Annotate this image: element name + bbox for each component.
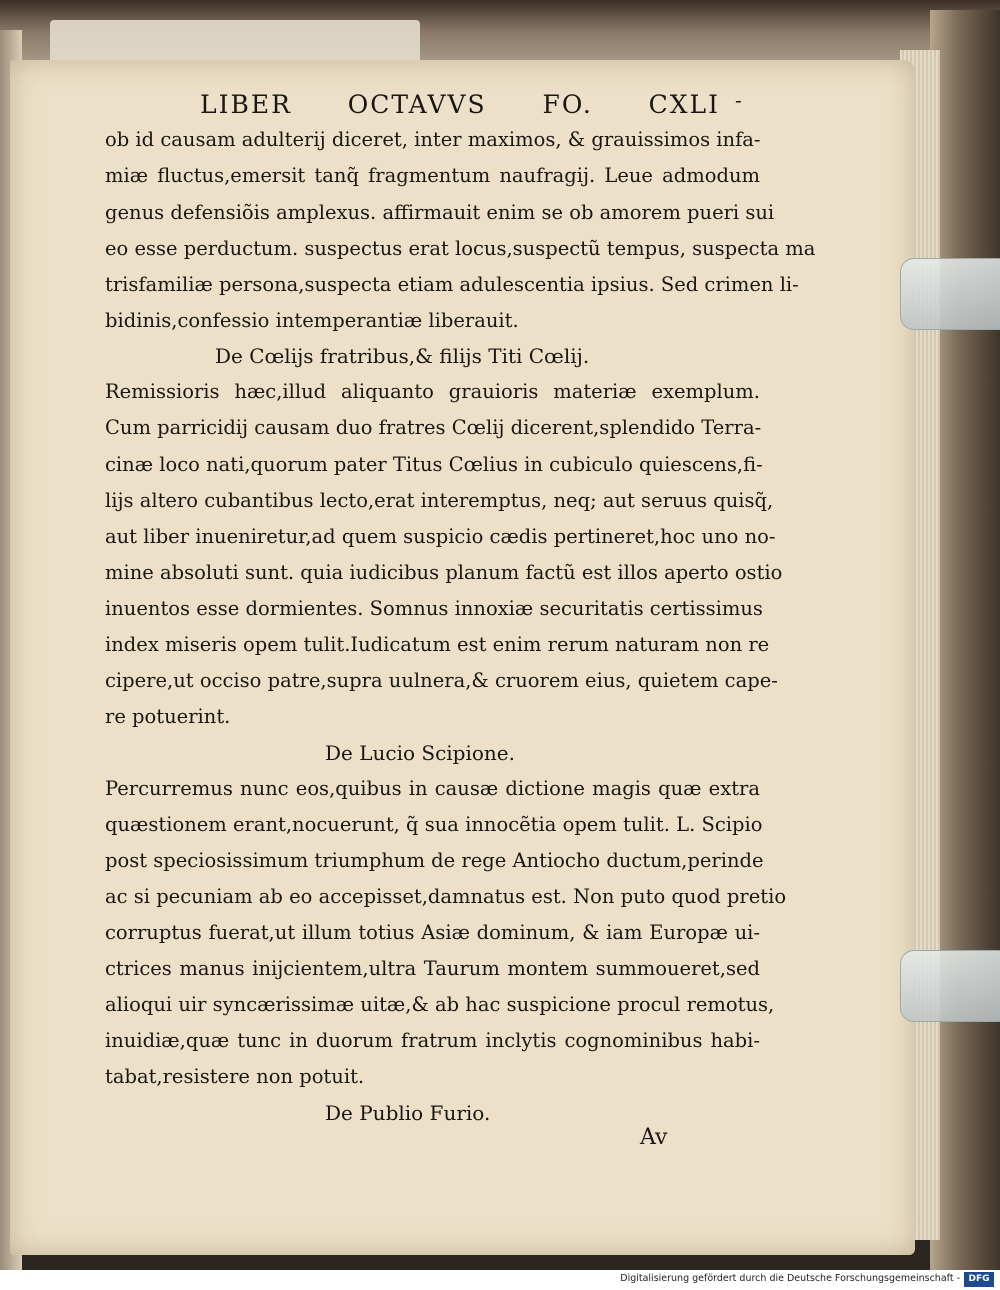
text-line: alioqui uir syncærissimæ uitæ,& ab hac suspicione procul remotus, — [105, 993, 775, 1016]
funding-credit: Digitalisierung gefördert durch die Deutsche Forschungsgemeinschaft - — [620, 1273, 960, 1284]
section-heading: De Cœlijs fratribus,& filijs Titi Cœlij. — [215, 344, 590, 368]
header-folio-number: CXLI — [648, 90, 720, 119]
text-line: ctrices manus inijcientem,ultra Taurum montem summoueret,sed — [105, 957, 760, 980]
section-heading: De Publio Furio. — [325, 1101, 491, 1125]
text-line: eo esse perductum. suspectus erat locus,suspectũ tempus, suspecta ma — [105, 237, 816, 260]
page-text — [10, 60, 915, 1255]
text-line: cipere,ut occiso patre,supra uulnera,& cruorem eius, quietem cape- — [105, 669, 778, 692]
text-line: aut liber inueniretur,ad quem suspicio cædis pertineret,hoc uno no- — [105, 525, 776, 548]
text-line: inuentos esse dormientes. Somnus innoxiæ securitatis certissimus — [105, 597, 763, 620]
header-title-mid: OCTAVVS — [347, 90, 487, 119]
book-cover-right — [930, 10, 1000, 1270]
header-title-left: LIBER — [200, 90, 292, 119]
text-line: Remissioris hæc,illud aliquanto grauioris materiæ exemplum. — [105, 380, 760, 403]
text-line: trisfamiliæ persona,suspecta etiam adulescentia ipsius. Sed crimen li- — [105, 273, 799, 296]
running-header — [200, 88, 744, 119]
header-folio-extra: - — [735, 88, 744, 112]
text-line: tabat,resistere non potuit. — [105, 1065, 365, 1088]
text-line: ac si pecuniam ab eo accepisset,damnatus est. Non puto quod pretio — [105, 885, 787, 908]
text-line: Cum parricidij causam duo fratres Cœlij dicerent,splendido Terra- — [105, 416, 762, 439]
book-page — [10, 60, 915, 1255]
text-line: corruptus fuerat,ut illum totius Asiæ dominum, & iam Europæ ui- — [105, 921, 760, 944]
header-folio-label: FO. — [542, 90, 593, 119]
signature-mark: Av — [640, 1125, 668, 1150]
footer-bar — [0, 1270, 1000, 1290]
text-line: mine absoluti sunt. quia iudicibus planum factũ est illos aperto ostio — [105, 561, 783, 584]
text-line: miæ fluctus,emersit tanq̃ fragmentum naufragij. Leue admodum — [105, 164, 760, 187]
text-line: ob id causam adulterij diceret, inter maximos, & grauissimos infa- — [105, 128, 761, 151]
text-line: genus defensiõis amplexus. affirmauit enim se ob amorem pueri sui — [105, 201, 775, 224]
text-line: post speciosissimum triumphum de rege Antiocho ductum,perinde — [105, 849, 764, 872]
text-line: lijs altero cubantibus lecto,erat interemptus, neq; aut seruus quisq̃, — [105, 489, 774, 512]
text-line: Percurremus nunc eos,quibus in causæ dictione magis quæ extra — [105, 777, 760, 800]
text-line: bidinis,confessio intemperantiæ liberauit. — [105, 309, 519, 332]
text-line: quæstionem erant,nocuerunt, q̃ sua innocẽtia opem tulit. L. Scipio — [105, 813, 763, 836]
text-line: index miseris opem tulit.Iudicatum est enim rerum naturam non re — [105, 633, 770, 656]
page-clip — [900, 950, 1000, 1022]
text-line: cinæ loco nati,quorum pater Titus Cœlius in cubiculo quiescens,fi- — [105, 453, 763, 476]
page-clip — [900, 258, 1000, 330]
text-line: inuidiæ,quæ tunc in duorum fratrum inclytis cognominibus habi- — [105, 1029, 760, 1052]
section-heading: De Lucio Scipione. — [325, 741, 515, 765]
dfg-logo: DFG — [964, 1272, 994, 1287]
text-line: re potuerint. — [105, 705, 231, 728]
